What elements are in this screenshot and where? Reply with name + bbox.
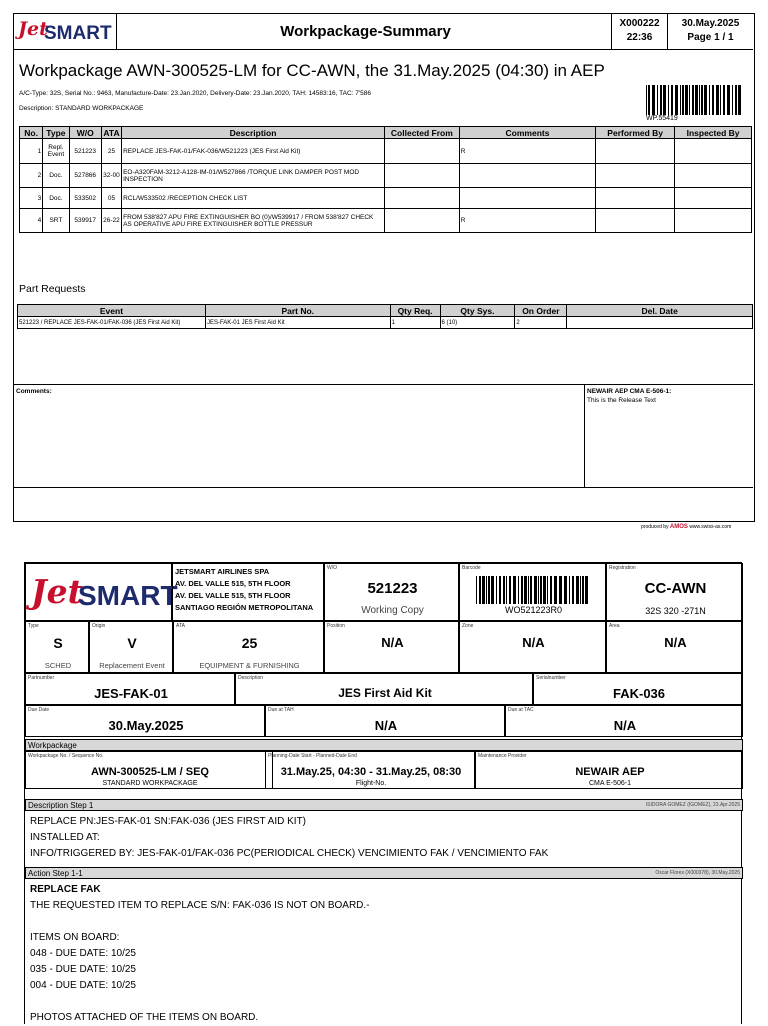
barcode-bar bbox=[668, 85, 669, 115]
barcode-text: WO521223R0 bbox=[504, 605, 563, 615]
barcode-bar bbox=[675, 85, 678, 115]
row-type: SRT bbox=[43, 209, 69, 233]
serialnumber-label: Serialnumber bbox=[536, 675, 566, 681]
barcode-bar bbox=[732, 85, 733, 115]
barcode-bar bbox=[506, 576, 507, 604]
row-collected bbox=[384, 139, 459, 164]
barcode-bar bbox=[560, 576, 562, 604]
wo-sub: Working Copy bbox=[361, 605, 424, 616]
description-step-line: REPLACE PN:JES-FAK-01 SN:FAK-036 (JES FIRST AID KIT) bbox=[30, 816, 307, 827]
description-label: Description bbox=[238, 675, 264, 681]
wo-cell bbox=[324, 563, 459, 621]
workpackage-items-table bbox=[19, 126, 752, 233]
col-description: Description bbox=[122, 127, 385, 139]
registration-sub: 32S 320 -271N bbox=[645, 606, 706, 616]
company-line: SANTIAGO REGIÓN METROPOLITANA bbox=[175, 603, 314, 612]
action-line: 035 - DUE DATE: 10/25 bbox=[30, 964, 136, 975]
barcode-bar bbox=[701, 85, 703, 115]
row-inspected bbox=[675, 139, 752, 164]
row-ata: 32-00 bbox=[101, 164, 121, 188]
summary-header bbox=[14, 14, 753, 50]
summary-date-box bbox=[668, 14, 753, 49]
summary-code: X000222 bbox=[619, 18, 660, 29]
barcode-bar bbox=[738, 85, 741, 115]
origin-cell bbox=[89, 621, 173, 673]
pr-col-on-order: On Order bbox=[515, 305, 567, 317]
release-label: NEWAIR AEP CMA E-506-1: bbox=[587, 388, 672, 395]
barcode-bar bbox=[513, 576, 516, 604]
row-type: Doc. bbox=[43, 188, 69, 209]
partnumber-label: Partnumber bbox=[28, 675, 55, 681]
ata-cell bbox=[173, 621, 324, 673]
wp-no-label: Workpackage No. / Sequence No. bbox=[28, 753, 104, 759]
barcode-bar bbox=[699, 85, 700, 115]
summary-time: 22:36 bbox=[626, 32, 653, 43]
provider-label: Maintenance Provider bbox=[478, 753, 527, 759]
position-value: N/A bbox=[381, 635, 404, 650]
row-ata: 26-22 bbox=[101, 209, 121, 233]
action-line: THE REQUESTED ITEM TO REPLACE S/N: FAK-036 IS NOT ON BOARD.- bbox=[30, 900, 370, 911]
wp-barcode-code: WP.55419 bbox=[646, 115, 678, 122]
action-title: REPLACE FAK bbox=[30, 884, 101, 895]
area-value: N/A bbox=[664, 635, 687, 650]
barcode-bar bbox=[569, 576, 570, 604]
barcode-bar bbox=[524, 576, 527, 604]
origin-label: Origin bbox=[92, 623, 106, 629]
row-type: Repl. Event bbox=[43, 139, 69, 164]
row-collected bbox=[384, 188, 459, 209]
barcode-bar bbox=[582, 576, 584, 604]
row-no: 2 bbox=[20, 164, 43, 188]
barcode-bar bbox=[554, 576, 557, 604]
logo-jet-text: Jet bbox=[18, 18, 48, 40]
barcode-bar bbox=[559, 576, 560, 604]
action-step-body bbox=[30, 882, 370, 1026]
wp-no-cell bbox=[25, 751, 273, 789]
barcode-bar bbox=[735, 85, 737, 115]
col-performed-by: Performed By bbox=[596, 127, 675, 139]
part-requests-title: Part Requests bbox=[19, 283, 86, 295]
barcode-bar bbox=[538, 576, 539, 604]
zone-cell bbox=[459, 621, 606, 673]
serialnumber-cell bbox=[533, 673, 743, 705]
due-tac-cell bbox=[505, 705, 743, 737]
barcode-bar bbox=[657, 85, 658, 115]
col-collected-from: Collected From bbox=[384, 127, 459, 139]
barcode-bar bbox=[692, 85, 694, 115]
barcode-cell bbox=[459, 563, 606, 621]
table-row bbox=[18, 317, 753, 329]
type-sub: SCHED bbox=[44, 661, 72, 670]
partnumber-value: JES-FAK-01 bbox=[94, 686, 168, 701]
table-row bbox=[20, 164, 752, 188]
row-comments bbox=[459, 188, 595, 209]
provider-cell bbox=[475, 751, 743, 789]
barcode-bar bbox=[509, 576, 511, 604]
origin-value: V bbox=[127, 635, 137, 651]
barcode-bar bbox=[723, 85, 725, 115]
table-row bbox=[20, 209, 752, 233]
pr-event: 521223 / REPLACE JES-FAK-01/FAK-036 (JES First Aid Kit) bbox=[18, 317, 206, 329]
barcode-bar bbox=[518, 576, 519, 604]
pr-part: JES-FAK-01 JES First Aid Kit bbox=[205, 317, 390, 329]
position-label: Position bbox=[327, 623, 345, 629]
release-text: This is the Release Text bbox=[587, 397, 656, 404]
summary-ac-info: A/C-Type: 32S, Serial No.: 9463, Manufacture-Date: 23.Jan.2020, Delivery-Date: 23.Jan.2020, TAH: 14583:16, TAC: 7'586 bbox=[19, 90, 371, 97]
comments-label: Comments: bbox=[16, 388, 52, 395]
barcode-bar bbox=[486, 576, 487, 604]
summary-description: Description: STANDARD WORKPACKAGE bbox=[19, 105, 144, 112]
description-step-label: Description Step 1 bbox=[28, 801, 94, 810]
pr-qty-sys: 6 (10) bbox=[440, 317, 515, 329]
company-cell bbox=[172, 563, 324, 621]
planning-value: 31.May.25, 04:30 - 31.May.25, 08:30 bbox=[280, 766, 462, 778]
provider-sub: CMA E-506-1 bbox=[588, 780, 632, 787]
due-date-cell bbox=[25, 705, 265, 737]
items-header-row bbox=[20, 127, 752, 139]
barcode-bar bbox=[727, 85, 730, 115]
row-no: 3 bbox=[20, 188, 43, 209]
col-type: Type bbox=[43, 127, 69, 139]
barcode-bar bbox=[496, 576, 497, 604]
description-value: JES First Aid Kit bbox=[338, 686, 432, 700]
row-type: Doc. bbox=[43, 164, 69, 188]
ata-sub: EQUIPMENT & FURNISHING bbox=[199, 661, 300, 670]
wp-barcode bbox=[646, 85, 742, 115]
pr-on-order: 2 bbox=[515, 317, 567, 329]
row-no: 1 bbox=[20, 139, 43, 164]
release-box bbox=[584, 385, 753, 487]
barcode-bar bbox=[682, 85, 684, 115]
due-tah-value: N/A bbox=[374, 718, 398, 733]
summary-logo bbox=[14, 14, 117, 49]
barcode-bar bbox=[479, 576, 481, 604]
barcode-bar bbox=[709, 85, 710, 115]
description-step-line: INSTALLED AT: bbox=[30, 832, 100, 843]
pr-col-del-date: Del. Date bbox=[567, 305, 753, 317]
barcode-bar bbox=[540, 576, 542, 604]
area-label: Area bbox=[609, 623, 620, 629]
wp-no-value: AWN-300525-LM / SEQ bbox=[91, 766, 209, 778]
workpackage-header-label: Workpackage bbox=[28, 741, 77, 750]
registration-label: Registration bbox=[609, 565, 636, 571]
action-step-meta: Oscar Flores (X000378), 30.May.2025 bbox=[655, 870, 740, 876]
barcode-bar bbox=[712, 85, 714, 115]
barcode-bar bbox=[585, 576, 588, 604]
pr-col-qty-sys: Qty Sys. bbox=[440, 305, 515, 317]
row-inspected bbox=[675, 164, 752, 188]
row-desc: RCL/W533502 /RECEPTION CHECK LIST bbox=[122, 188, 385, 209]
barcode-bar bbox=[680, 85, 681, 115]
barcode-bar bbox=[550, 576, 552, 604]
action-line bbox=[30, 994, 370, 1010]
zone-value: N/A bbox=[522, 635, 545, 650]
ata-value: 25 bbox=[241, 635, 258, 651]
description-step-header bbox=[25, 799, 743, 811]
pr-col-event: Event bbox=[18, 305, 206, 317]
barcode-bar bbox=[648, 85, 650, 115]
wo-value: 521223 bbox=[367, 580, 418, 597]
type-cell bbox=[25, 621, 89, 673]
barcode-bar bbox=[695, 85, 698, 115]
barcode-bar bbox=[652, 85, 655, 115]
summary-page: Page 1 / 1 bbox=[687, 32, 734, 43]
wo-label: W/O bbox=[327, 565, 337, 571]
description-step-line: INFO/TRIGGERED BY: JES-FAK-01/FAK-036 PC(PERIODICAL CHECK) VENCIMIENTO FAK / VENCIMIENTO FAK bbox=[30, 848, 549, 859]
action-line bbox=[30, 914, 370, 930]
description-step-body bbox=[30, 814, 548, 862]
barcode-bar bbox=[576, 576, 579, 604]
row-desc: FROM 538'827 APU FIRE EXTINGUISHER BO (0)/W539917 / FROM 538'827 CHECK AS OPERATIVE APU FIRE EXTINGUISHER BOTTLE PRESSUR bbox=[122, 209, 385, 233]
amos-logo-text: AMOS bbox=[669, 524, 688, 530]
type-value: S bbox=[53, 635, 63, 651]
barcode-bar bbox=[689, 85, 690, 115]
row-comments: R bbox=[459, 139, 595, 164]
barcode-bar bbox=[547, 576, 548, 604]
row-inspected bbox=[675, 209, 752, 233]
card-logo-jet: Jet bbox=[31, 572, 83, 611]
barcode-bar bbox=[660, 85, 662, 115]
registration-cell bbox=[606, 563, 743, 621]
summary-sheet bbox=[13, 13, 755, 522]
row-inspected bbox=[675, 188, 752, 209]
workpackage-header bbox=[25, 739, 743, 751]
row-no: 4 bbox=[20, 209, 43, 233]
summary-title: Workpackage-Summary bbox=[280, 23, 451, 40]
row-performed bbox=[596, 209, 675, 233]
wo-barcode bbox=[476, 576, 590, 604]
comments-divider bbox=[14, 487, 753, 488]
row-wo: 527866 bbox=[69, 164, 101, 188]
barcode-bar bbox=[521, 576, 523, 604]
due-tac-label: Due at TAC bbox=[508, 707, 534, 713]
row-collected bbox=[384, 209, 459, 233]
company-line: AV. DEL VALLE 515, 5TH FLOOR bbox=[175, 591, 291, 600]
row-performed bbox=[596, 164, 675, 188]
row-performed bbox=[596, 188, 675, 209]
action-step-label: Action Step 1-1 bbox=[28, 869, 83, 878]
pr-header-row bbox=[18, 305, 753, 317]
comments-box bbox=[14, 384, 753, 520]
card-logo-smart: SMART bbox=[78, 580, 178, 611]
serialnumber-value: FAK-036 bbox=[612, 686, 666, 701]
provider-value: NEWAIR AEP bbox=[575, 766, 645, 778]
col-ata: ATA bbox=[103, 127, 120, 138]
position-cell bbox=[324, 621, 459, 673]
pr-col-part-no: Part No. bbox=[205, 305, 390, 317]
row-performed bbox=[596, 139, 675, 164]
barcode-bar bbox=[646, 85, 647, 115]
due-date-label: Due Date bbox=[28, 707, 50, 713]
planning-label: Planning-Date Start - Planned-Date End bbox=[268, 753, 357, 759]
pr-qty-req: 1 bbox=[390, 317, 440, 329]
barcode-bar bbox=[671, 85, 673, 115]
wp-no-sub: STANDARD WORKPACKAGE bbox=[102, 780, 198, 787]
col-inspected-by: Inspected By bbox=[675, 127, 752, 139]
row-collected bbox=[384, 164, 459, 188]
planning-cell bbox=[265, 751, 475, 789]
barcode-bar bbox=[543, 576, 546, 604]
row-ata: 25 bbox=[101, 139, 121, 164]
due-tah-label: Due at TAH bbox=[268, 707, 294, 713]
barcode-bar bbox=[704, 85, 707, 115]
barcode-label: Barcode bbox=[462, 565, 481, 571]
action-line: 004 - DUE DATE: 10/25 bbox=[30, 980, 136, 991]
pr-col-qty-req: Qty Req. bbox=[390, 305, 440, 317]
row-wo: 521223 bbox=[69, 139, 101, 164]
registration-value: CC-AWN bbox=[644, 580, 707, 597]
barcode-bar bbox=[663, 85, 666, 115]
barcode-bar bbox=[499, 576, 501, 604]
barcode-bar bbox=[685, 85, 688, 115]
summary-date: 30.May.2025 bbox=[681, 18, 740, 29]
barcode-bar bbox=[482, 576, 485, 604]
part-requests-table bbox=[17, 304, 753, 329]
description-cell bbox=[235, 673, 533, 705]
row-ata: 05 bbox=[101, 188, 121, 209]
table-row bbox=[20, 188, 752, 209]
row-desc: EO-A320FAM-3212-A128-IM-01/W527866 /TORQUE LINK DAMPER POST MOD INSPECTION bbox=[122, 164, 385, 188]
barcode-bar bbox=[572, 576, 574, 604]
card-logo-cell bbox=[25, 563, 178, 621]
logo-smart-text: SMART bbox=[44, 23, 112, 44]
produced-by-text: produced by bbox=[641, 524, 669, 530]
amos-url: www.swiss-as.com bbox=[689, 524, 732, 530]
company-line: AV. DEL VALLE 515, 5TH FLOOR bbox=[175, 579, 291, 588]
action-line: PHOTOS ATTACHED OF THE ITEMS ON BOARD. bbox=[30, 1012, 259, 1023]
barcode-bar bbox=[530, 576, 532, 604]
barcode-bar bbox=[716, 85, 719, 115]
origin-sub: Replacement Event bbox=[99, 661, 165, 670]
company-line: JETSMART AIRLINES SPA bbox=[175, 567, 270, 576]
flight-no: Flight-No. bbox=[355, 780, 387, 787]
barcode-bar bbox=[580, 576, 581, 604]
barcode-bar bbox=[564, 576, 567, 604]
table-row bbox=[20, 139, 752, 164]
row-comments bbox=[459, 164, 595, 188]
ata-label: ATA bbox=[176, 623, 185, 629]
summary-code-box bbox=[611, 14, 668, 49]
due-tah-cell bbox=[265, 705, 505, 737]
col-no: No. bbox=[20, 127, 43, 139]
description-step-meta: ISIDORA GOMEZ (IGOMEZ), 23.Apr.2025 bbox=[645, 802, 740, 808]
work-card bbox=[24, 562, 742, 1024]
summary-heading: Workpackage AWN-300525-LM for CC-AWN, the 31.May.2025 (04:30) in AEP bbox=[19, 61, 605, 80]
due-date-value: 30.May.2025 bbox=[108, 718, 184, 733]
barcode-bar bbox=[491, 576, 494, 604]
row-wo: 533502 bbox=[69, 188, 101, 209]
partnumber-cell bbox=[25, 673, 235, 705]
row-desc: REPLACE JES-FAK-01/FAK-036/W521223 (JES First Aid Kit) bbox=[122, 139, 385, 164]
barcode-bar bbox=[534, 576, 537, 604]
barcode-bar bbox=[720, 85, 721, 115]
barcode-bar bbox=[503, 576, 506, 604]
action-step-header bbox=[25, 867, 743, 879]
action-line: 048 - DUE DATE: 10/25 bbox=[30, 948, 136, 959]
type-label: Type bbox=[28, 623, 39, 629]
due-tac-value: N/A bbox=[613, 718, 637, 733]
pr-del-date bbox=[567, 317, 753, 329]
row-comments: R bbox=[459, 209, 595, 233]
action-line: ITEMS ON BOARD: bbox=[30, 932, 120, 943]
col-wo: W/O bbox=[69, 127, 101, 139]
row-wo: 539917 bbox=[69, 209, 101, 233]
barcode-bar bbox=[528, 576, 529, 604]
barcode-bar bbox=[476, 576, 477, 604]
area-cell bbox=[606, 621, 743, 673]
col-comments: Comments bbox=[459, 127, 595, 139]
produced-by-footer bbox=[641, 524, 731, 530]
barcode-bar bbox=[488, 576, 490, 604]
zone-label: Zone bbox=[462, 623, 474, 629]
